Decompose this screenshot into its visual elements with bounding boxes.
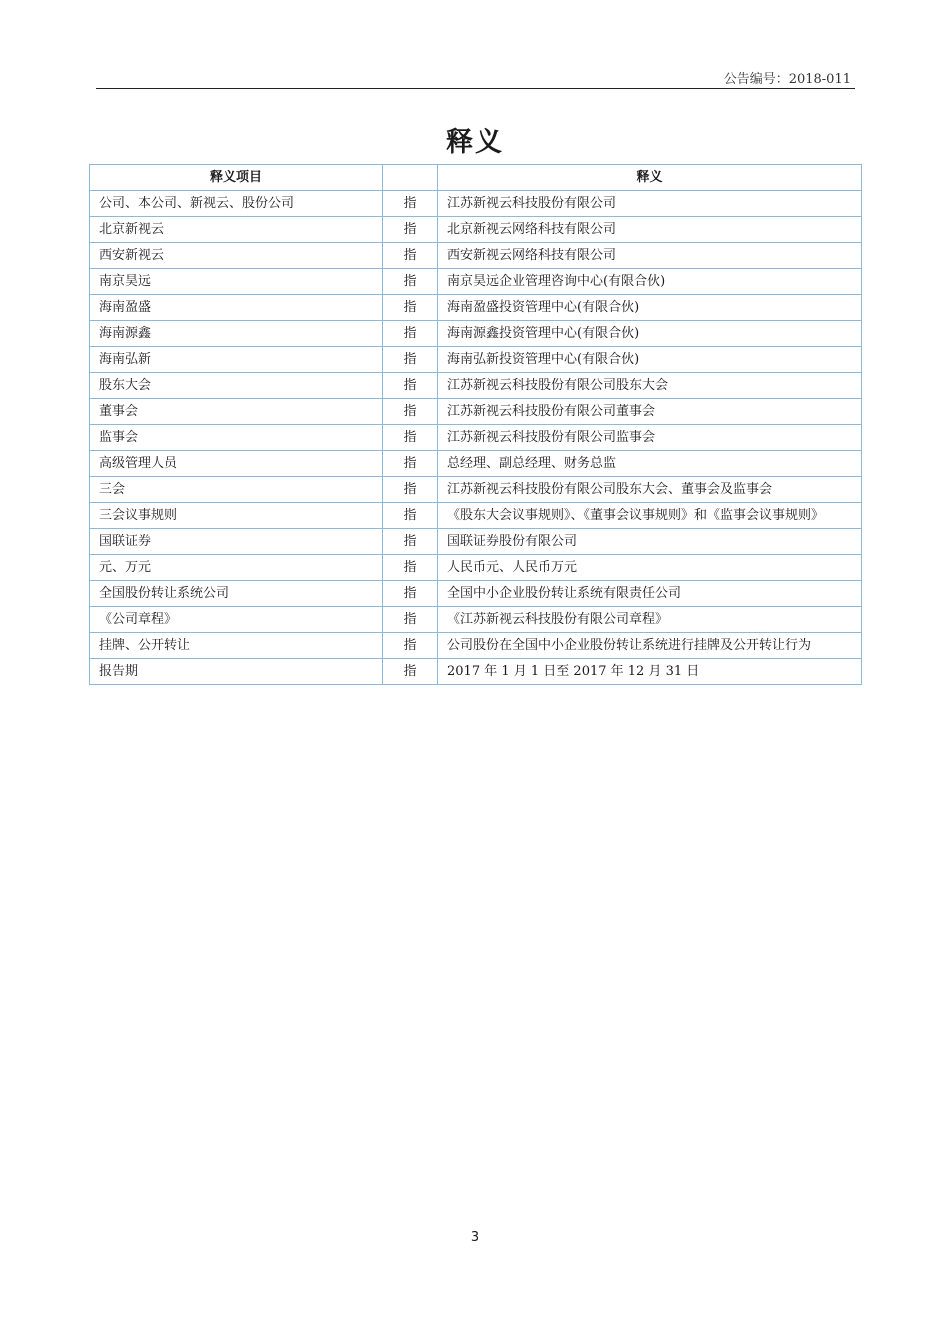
- mark-cell: 指: [383, 399, 438, 425]
- definition-cell: 海南盈盛投资管理中心(有限合伙): [438, 295, 862, 321]
- term-cell: 西安新视云: [90, 243, 383, 269]
- term-cell: 董事会: [90, 399, 383, 425]
- definition-cell: 江苏新视云科技股份有限公司: [438, 191, 862, 217]
- table-row: [90, 477, 862, 503]
- definition-cell: 《江苏新视云科技股份有限公司章程》: [438, 607, 862, 633]
- definition-cell: 南京昊远企业管理咨询中心(有限合伙): [438, 269, 862, 295]
- definition-cell: 海南弘新投资管理中心(有限合伙): [438, 347, 862, 373]
- table-row: [90, 425, 862, 451]
- mark-cell: 指: [383, 373, 438, 399]
- term-cell: 海南弘新: [90, 347, 383, 373]
- table-row: [90, 321, 862, 347]
- definitions-table: [89, 164, 862, 685]
- table-row: [90, 633, 862, 659]
- term-cell: 公司、本公司、新视云、股份公司: [90, 191, 383, 217]
- definition-cell: 北京新视云网络科技有限公司: [438, 217, 862, 243]
- page-header: [96, 66, 855, 89]
- header-term: 释义项目: [90, 165, 383, 191]
- table-row: [90, 191, 862, 217]
- table-row: [90, 451, 862, 477]
- mark-cell: 指: [383, 243, 438, 269]
- definition-cell: 人民币元、人民币万元: [438, 555, 862, 581]
- definition-cell: 公司股份在全国中小企业股份转让系统进行挂牌及公开转让行为: [438, 633, 862, 659]
- table-row: [90, 659, 862, 685]
- mark-cell: 指: [383, 633, 438, 659]
- table-header-row: [90, 165, 862, 191]
- definition-cell: 《股东大会议事规则》、《董事会议事规则》和《监事会议事规则》: [438, 503, 862, 529]
- table-row: [90, 347, 862, 373]
- definition-cell: 国联证券股份有限公司: [438, 529, 862, 555]
- header-definition: 释义: [438, 165, 862, 191]
- mark-cell: 指: [383, 555, 438, 581]
- mark-cell: 指: [383, 425, 438, 451]
- table-row: [90, 269, 862, 295]
- table-row: [90, 581, 862, 607]
- mark-cell: 指: [383, 269, 438, 295]
- mark-cell: 指: [383, 477, 438, 503]
- mark-cell: 指: [383, 321, 438, 347]
- term-cell: 南京昊远: [90, 269, 383, 295]
- mark-cell: 指: [383, 503, 438, 529]
- term-cell: 监事会: [90, 425, 383, 451]
- table-row: [90, 217, 862, 243]
- term-cell: 三会: [90, 477, 383, 503]
- definition-cell: 全国中小企业股份转让系统有限责任公司: [438, 581, 862, 607]
- mark-cell: 指: [383, 295, 438, 321]
- mark-cell: 指: [383, 529, 438, 555]
- term-cell: 挂牌、公开转让: [90, 633, 383, 659]
- mark-cell: 指: [383, 659, 438, 685]
- term-cell: 海南盈盛: [90, 295, 383, 321]
- table-row: [90, 243, 862, 269]
- mark-cell: 指: [383, 581, 438, 607]
- term-cell: 报告期: [90, 659, 383, 685]
- table-row: [90, 373, 862, 399]
- definition-cell: 江苏新视云科技股份有限公司董事会: [438, 399, 862, 425]
- mark-cell: 指: [383, 347, 438, 373]
- table-row: [90, 295, 862, 321]
- table-row: [90, 555, 862, 581]
- mark-cell: 指: [383, 607, 438, 633]
- page-number: 3: [470, 1230, 480, 1245]
- term-cell: 《公司章程》: [90, 607, 383, 633]
- definition-cell: 总经理、副总经理、财务总监: [438, 451, 862, 477]
- definition-cell: 江苏新视云科技股份有限公司股东大会: [438, 373, 862, 399]
- table-row: [90, 399, 862, 425]
- term-cell: 国联证券: [90, 529, 383, 555]
- notice-number: 公告编号：2018-011: [723, 72, 851, 87]
- table-row: [90, 529, 862, 555]
- definition-cell: 海南源鑫投资管理中心(有限合伙): [438, 321, 862, 347]
- term-cell: 元、万元: [90, 555, 383, 581]
- term-cell: 股东大会: [90, 373, 383, 399]
- mark-cell: 指: [383, 451, 438, 477]
- mark-cell: 指: [383, 191, 438, 217]
- term-cell: 高级管理人员: [90, 451, 383, 477]
- mark-cell: 指: [383, 217, 438, 243]
- section-title: 释义: [446, 127, 504, 158]
- header-mark: [383, 165, 438, 191]
- term-cell: 全国股份转让系统公司: [90, 581, 383, 607]
- table-row: [90, 607, 862, 633]
- definition-cell: 江苏新视云科技股份有限公司监事会: [438, 425, 862, 451]
- definition-cell: 西安新视云网络科技有限公司: [438, 243, 862, 269]
- term-cell: 北京新视云: [90, 217, 383, 243]
- table-row: [90, 503, 862, 529]
- term-cell: 海南源鑫: [90, 321, 383, 347]
- definition-cell: 江苏新视云科技股份有限公司股东大会、董事会及监事会: [438, 477, 862, 503]
- term-cell: 三会议事规则: [90, 503, 383, 529]
- definition-cell: 2017 年 1 月 1 日至 2017 年 12 月 31 日: [438, 659, 862, 685]
